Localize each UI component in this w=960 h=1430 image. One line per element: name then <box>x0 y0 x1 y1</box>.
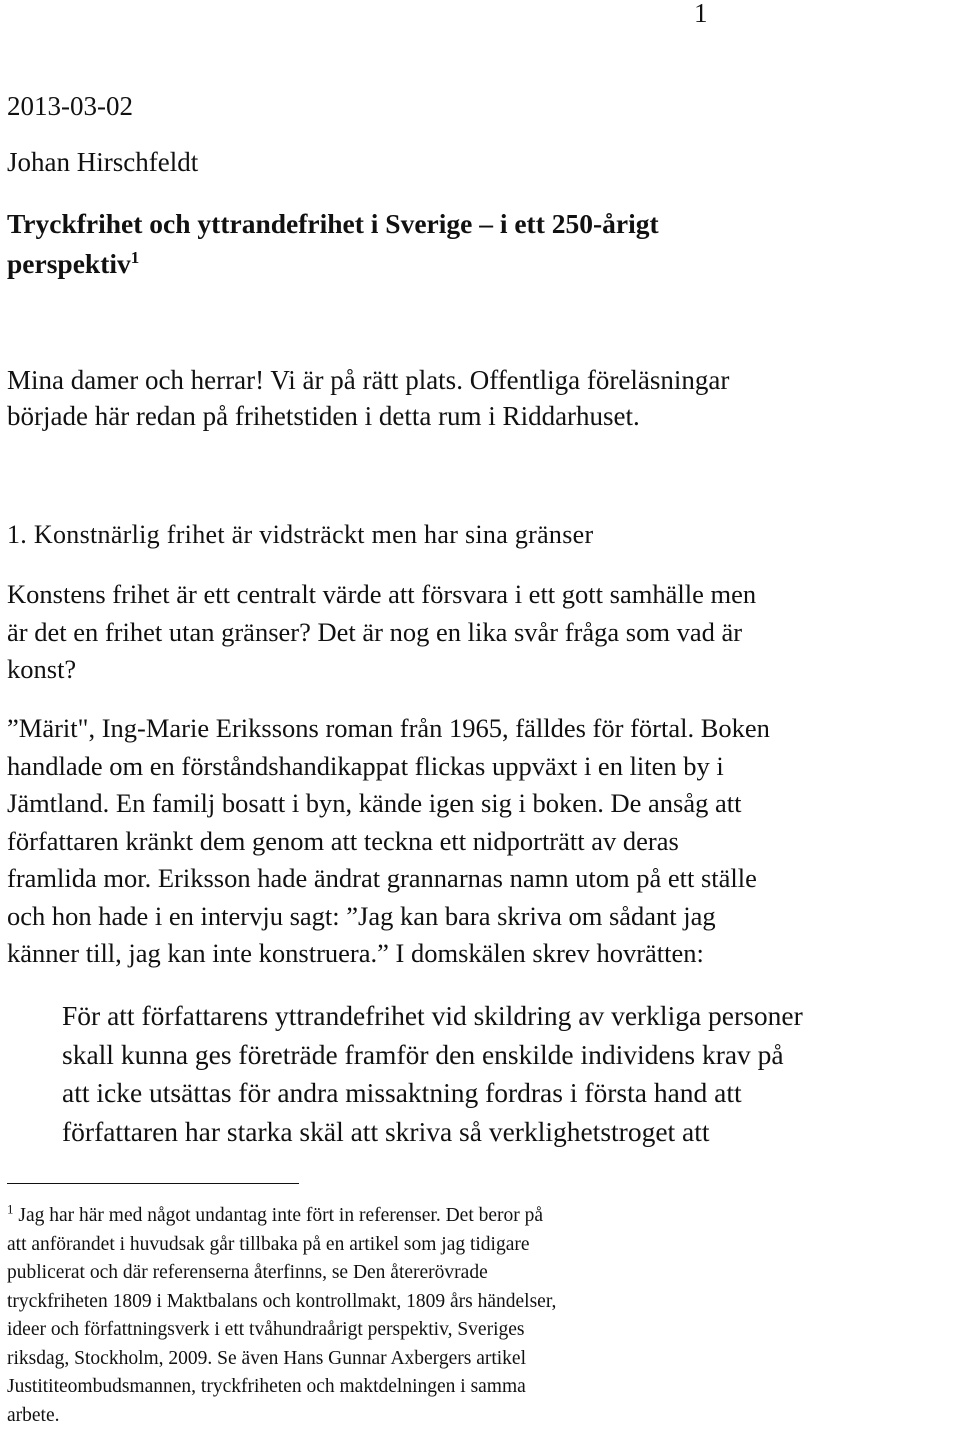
footnote-line: arbete. <box>7 1402 727 1430</box>
paragraph-line: Konstens frihet är ett centralt värde att försvara i ett gott samhälle men <box>7 576 957 614</box>
title-line: Tryckfrihet och yttrandefrihet i Sverige – i ett 250-årigt <box>7 204 947 244</box>
paragraph-line: är det en frihet utan gränser? Det är nog en lika svår fråga som vad är <box>7 614 957 652</box>
footnote-line <box>7 1202 727 1231</box>
quote-line: att icke utsättas för andra missaktning fordras i första hand att <box>62 1074 957 1113</box>
paragraph-line: känner till, jag kan inte konstruera.” I domskälen skrev hovrätten: <box>7 935 957 973</box>
document-author: Johan Hirschfeldt <box>7 146 198 178</box>
document-title <box>7 204 947 284</box>
footnote-line: Justititeombudsmannen, tryckfriheten och maktdelningen i samma <box>7 1373 727 1402</box>
paragraph-line: började här redan på frihetstiden i detta rum i Riddarhuset. <box>7 398 952 434</box>
document-date: 2013-03-02 <box>7 90 133 122</box>
quote-line: För att författarens yttrandefrihet vid skildring av verkliga personer <box>62 997 957 1036</box>
footnote-separator <box>7 1183 299 1184</box>
footnote-line: riksdag, Stockholm, 2009. Se även Hans Gunnar Axbergers artikel <box>7 1345 727 1374</box>
page-number: 1 <box>694 0 708 28</box>
footnote-line: publicerat och där referenserna återfinns, se Den återerövrade <box>7 1259 727 1288</box>
paragraph-line: handlade om en förståndshandikappat flickas uppväxt i en liten by i <box>7 748 957 786</box>
paragraph-line: konst? <box>7 651 957 689</box>
paragraph-line: författaren kränkt dem genom att teckna ett nidporträtt av deras <box>7 823 957 861</box>
section-heading: 1. Konstnärlig frihet är vidsträckt men har sina gränser <box>7 519 952 551</box>
title-line <box>7 244 947 284</box>
paragraph-line: Mina damer och herrar! Vi är på rätt plats. Offentliga föreläsningar <box>7 362 952 398</box>
paragraph-line: framlida mor. Eriksson hade ändrat grannarnas namn utom på ett ställe <box>7 860 957 898</box>
footnote-reference[interactable]: 1 <box>131 248 140 267</box>
paragraph-line: Jämtland. En familj bosatt i byn, kände igen sig i boken. De ansåg att <box>7 785 957 823</box>
intro-paragraph <box>7 362 952 434</box>
quote-line: skall kunna ges företräde framför den enskilde individens krav på <box>62 1036 957 1075</box>
footnote-line: ideer och författningsverk i ett tvåhundraårigt perspektiv, Sveriges <box>7 1316 727 1345</box>
footnote-text: Jag har här med något undantag inte fört in referenser. Det beror på <box>14 1205 544 1226</box>
footnote-line: tryckfriheten 1809 i Maktbalans och kontrollmakt, 1809 års händelser, <box>7 1288 727 1317</box>
title-text: perspektiv <box>7 248 131 279</box>
quote-line: författaren har starka skäl att skriva så verklighetstroget att <box>62 1113 957 1152</box>
body-paragraph <box>7 576 957 689</box>
block-quote <box>62 997 957 1151</box>
body-paragraph <box>7 710 957 973</box>
footnote <box>7 1202 727 1430</box>
footnote-marker: 1 <box>7 1202 14 1217</box>
paragraph-line: och hon hade i en intervju sagt: ”Jag kan bara skriva om sådant jag <box>7 898 957 936</box>
footnote-line: att anförandet i huvudsak går tillbaka på en artikel som jag tidigare <box>7 1231 727 1260</box>
paragraph-line: ”Märit", Ing-Marie Erikssons roman från 1965, fälldes för förtal. Boken <box>7 710 957 748</box>
